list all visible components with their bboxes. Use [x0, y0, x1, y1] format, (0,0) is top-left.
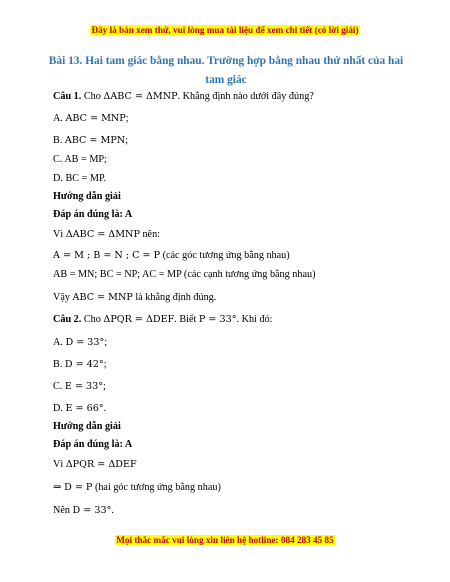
q2-solution-3: [53, 505, 114, 516]
q2-answer: Đáp án đúng là: A: [53, 439, 133, 450]
q2-solution-2-post: (hai góc tương ứng bằng nhau): [92, 482, 221, 493]
q2-solution-3-math: D = 33°: [72, 505, 112, 516]
q2-solution-2-pre: ⇒: [53, 482, 65, 493]
q1-solution-1: [53, 229, 160, 240]
q2-option-d-math: E = 66°: [65, 403, 104, 414]
hotline-notice-banner: [0, 535, 450, 545]
q1-option-a-end: ;: [125, 113, 129, 124]
q2-label: Câu 2.: [53, 314, 82, 325]
preview-notice-banner: [0, 25, 450, 35]
preview-notice-text: Đây là bản xem thử, vui lòng mua tài liệu để xem chi tiết (có lời giải): [91, 25, 359, 35]
q1-guide-heading: Hướng dẫn giải: [53, 191, 121, 202]
q2-solution-3-post: .: [111, 505, 114, 516]
lesson-title: [40, 52, 412, 90]
q1-solution-1-pre: Vì: [53, 229, 66, 240]
q1-statement: [53, 91, 314, 102]
q2-option-a-math: D = 33°: [65, 337, 105, 348]
q2-pre: Cho: [81, 314, 104, 325]
q2-solution-3-pre: Nên: [53, 505, 73, 516]
q1-option-a-label: A.: [53, 113, 66, 124]
q1-answer: Đáp án đúng là: A: [53, 209, 133, 220]
q1-solution-2-math: A = M ; B = N ; C = P: [53, 250, 161, 261]
q1-solution-1-math: ΔABC = ΔMNP: [65, 229, 140, 240]
q1-solution-1-post: nên:: [139, 229, 160, 240]
q1-option-b-label: B.: [53, 135, 65, 146]
q2-solution-2-math: D = P: [64, 482, 93, 493]
q2-option-b-math: D = 42°: [64, 359, 104, 370]
q2-option-d-end: .: [103, 403, 107, 414]
q1-post: . Khẳng định nào dưới đây đúng?: [177, 91, 314, 102]
q1-option-b-end: ;: [125, 135, 129, 146]
q2-statement: [53, 314, 272, 325]
q1-solution-4: [53, 292, 216, 303]
q2-solution-1-math: ΔPQR = ΔDEF: [65, 459, 137, 470]
q2-option-d-label: D.: [53, 403, 66, 414]
q1-option-a-math: ABC = MNP: [65, 113, 126, 124]
q1-option-b: [53, 135, 128, 146]
q2-option-c-label: C.: [53, 381, 65, 392]
q1-option-b-math: ABC = MPN: [64, 135, 126, 146]
lesson-title-line-1: Bài 13. Hai tam giác bằng nhau. Trường hợp bằng nhau thứ nhất của hai: [48, 55, 404, 67]
q1-math: ΔABC = ΔMNP: [103, 91, 178, 102]
q2-solution-1-pre: Vì: [53, 459, 66, 470]
q2-given: P = 33°: [198, 314, 237, 325]
q2-option-a-label: A.: [53, 337, 66, 348]
q2-mid: . Biết: [174, 314, 199, 325]
q2-option-c: [53, 381, 106, 392]
q1-solution-4-pre: Vậy: [53, 292, 73, 303]
q2-option-d: [53, 403, 106, 414]
q1-solution-2-post: (các góc tương ứng bằng nhau): [160, 250, 290, 261]
q1-option-d: D. BC = MP.: [53, 173, 107, 184]
q2-option-b-label: B.: [53, 359, 65, 370]
q1-solution-2: [53, 250, 290, 261]
q1-solution-3: AB = MN; BC = NP; AC = MP (các cạnh tương ứng bằng nhau): [53, 269, 316, 280]
q1-option-a: [53, 113, 129, 124]
q2-math: ΔPQR = ΔDEF: [103, 314, 175, 325]
q1-solution-4-post: là khẳng định đúng.: [132, 292, 217, 303]
q2-post: . Khi đó:: [236, 314, 273, 325]
q1-solution-4-math: ABC = MNP: [72, 292, 133, 303]
q2-guide-heading: Hướng dẫn giải: [53, 421, 121, 432]
q2-option-b-end: ;: [103, 359, 107, 370]
q1-label: Câu 1.: [53, 91, 82, 102]
q1-option-c: C. AB = MP;: [53, 154, 107, 165]
q1-pre: Cho: [81, 91, 104, 102]
hotline-notice-text: Mọi thắc mắc vui lòng xin liên hệ hotline: 084 283 45 85: [116, 535, 334, 545]
lesson-title-line-2: tam giác: [205, 74, 247, 86]
q2-option-a-end: ;: [104, 337, 108, 348]
q2-option-a: [53, 337, 107, 348]
q2-solution-2: [53, 482, 221, 493]
q2-option-b: [53, 359, 107, 370]
q2-solution-1: [53, 459, 137, 470]
q2-option-c-math: E = 33°: [64, 381, 104, 392]
q2-option-c-end: ;: [103, 381, 106, 392]
